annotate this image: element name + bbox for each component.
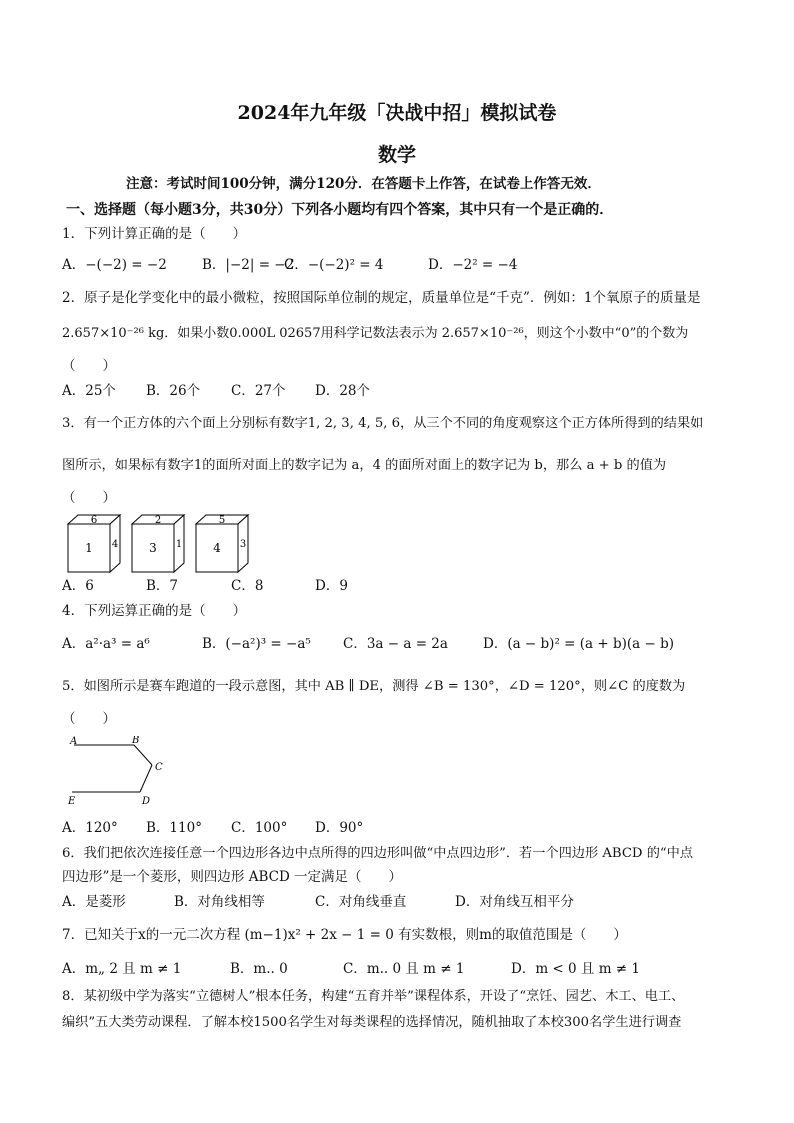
cube-2 (132, 515, 184, 572)
q2-option-c: C．27个 (231, 383, 286, 399)
q8-line2: 编织”五大类劳动课程．了解本校1500名学生对每类课程的选择情况，随机抽取了本校300名学生进行调查 (62, 1015, 682, 1030)
point-c-label: C (155, 762, 163, 773)
q2-line1: 2．原子是化学变化中的最小微粒，按照国际单位制的规定，质量单位是“千克”．例如：1个氧原子的质量是 (62, 290, 701, 306)
q2-line2: 2.657×10⁻²⁶ kg．如果小数0.000L 02657用科学记数法表示为 2.657×10⁻²⁶，则这个小数中“0”的个数为 (62, 326, 689, 341)
cube-3-side-number: 3 (239, 539, 247, 550)
q7-option-c: C．m.. 0 且 m ≠ 1 (343, 961, 465, 977)
q5-option-c: C．100° (231, 820, 288, 836)
q3-paren: （ ） (62, 490, 116, 506)
cube-1 (68, 515, 120, 572)
q7-stem: 7．已知关于x的一元二次方程 (m−1)x² + 2x − 1 = 0 有实数根，则m的取值范围是（ ） (62, 927, 627, 943)
q4-option-b: B．(−a²)³ = −a⁵ (202, 636, 311, 652)
q4-option-d: D．(a − b)² = (a + b)(a − b) (483, 636, 674, 652)
q7-option-b: B．m.. 0 (230, 961, 288, 977)
q2-option-b: B．26个 (146, 383, 201, 399)
q3-cube-svg (66, 512, 266, 574)
point-b-label: B (132, 736, 140, 746)
q4-stem: 4．下列运算正确的是（ ） (62, 603, 247, 619)
q3-option-d: D．9 (315, 578, 348, 594)
q3-line2: 图所示，如果标有数字1的面所对面上的数字记为 a，4 的面所对面上的数字记为 b，那么 a + b 的值为 (62, 458, 667, 473)
q3-option-b: B．7 (146, 578, 179, 594)
q1-option-c: C．−(−2)² = 4 (284, 257, 384, 273)
q8-line1: 8．某初级中学为落实“立德树人”根本任务，构建“五育并举”课程体系，开设了“烹饪、园艺、木工、电工、 (62, 989, 685, 1004)
q4-option-c: C．3a − a = 2a (343, 636, 448, 652)
q5-stem: 5．如图所示是赛车跑道的一段示意图，其中 AB ∥ DE，测得 ∠B = 130°，∠D = 120°，则∠C 的度数为 (62, 679, 686, 694)
q2-option-d: D．28个 (315, 383, 371, 399)
q4-option-a: A．a²·a³ = a⁶ (62, 636, 150, 652)
cube-1-top-number: 6 (90, 515, 98, 526)
cube-3-front-number: 4 (213, 541, 221, 555)
point-d-label: D (142, 796, 151, 806)
q6-option-d: D．对角线互相平分 (455, 894, 574, 910)
q1-option-b: B．|−2| = −2 (202, 257, 295, 273)
cube-3 (196, 515, 248, 572)
q1-option-d: D．−2² = −4 (428, 257, 518, 273)
cube-2-front-number: 3 (149, 541, 157, 555)
q7-option-a: A．m„ 2 且 m ≠ 1 (62, 961, 182, 977)
q2-option-a: A．25个 (62, 383, 116, 399)
segment-cd (140, 765, 152, 792)
q5-track-figure (66, 736, 176, 810)
q5-option-b: B．110° (146, 820, 202, 836)
q3-cube-figure (66, 512, 266, 574)
q2-paren: （ ） (62, 358, 116, 374)
cube-2-top-number: 2 (154, 515, 162, 526)
segment-bc (134, 745, 152, 765)
q6-line1: 6．我们把依次连接任意一个四边形各边中点所得的四边形叫做“中点四边形”．若一个四边形 ABCD 的“中点 (62, 846, 693, 861)
q1-option-a: A．−(−2) = −2 (62, 257, 167, 273)
q3-option-c: C．8 (231, 578, 264, 594)
cube-1-front-number: 1 (85, 541, 93, 555)
subject-title: 数学 (377, 144, 416, 166)
q3-option-a: A．6 (62, 578, 94, 594)
point-e-label: E (68, 796, 76, 806)
q6-line2: 四边形”是一个菱形，则四边形 ABCD 一定满足（ ） (62, 869, 403, 885)
q5-paren: （ ） (62, 711, 116, 727)
exam-notice: 注意：考试时间100分钟，满分120分．在答题卡上作答，在试卷上作答无效． (126, 176, 601, 192)
q5-track-svg (66, 736, 176, 806)
q3-line1: 3．有一个正方体的六个面上分别标有数字1, 2, 3, 4, 5, 6，从三个不同的角度观察这个正方体所得到的结果如 (62, 416, 704, 431)
cube-3-top-number: 5 (218, 515, 226, 526)
q7-option-d: D．m < 0 且 m ≠ 1 (511, 961, 640, 977)
q6-option-c: C．对角线垂直 (315, 894, 407, 910)
exam-title: 2024年九年级「决战中招」模拟试卷 (237, 102, 557, 124)
q6-option-b: B．对角线相等 (174, 894, 265, 910)
q5-option-a: A．120° (62, 820, 118, 836)
cube-1-side-number: 4 (111, 539, 119, 550)
q5-option-d: D．90° (315, 820, 364, 836)
section-heading: 一、选择题（每小题3分，共30分）下列各小题均有四个答案，其中只有一个是正确的． (66, 202, 614, 218)
q1-stem: 1．下列计算正确的是（ ） (62, 226, 247, 242)
q6-option-a: A．是菱形 (62, 894, 126, 910)
cube-2-side-number: 1 (175, 539, 183, 550)
point-a-label: A (70, 736, 78, 747)
